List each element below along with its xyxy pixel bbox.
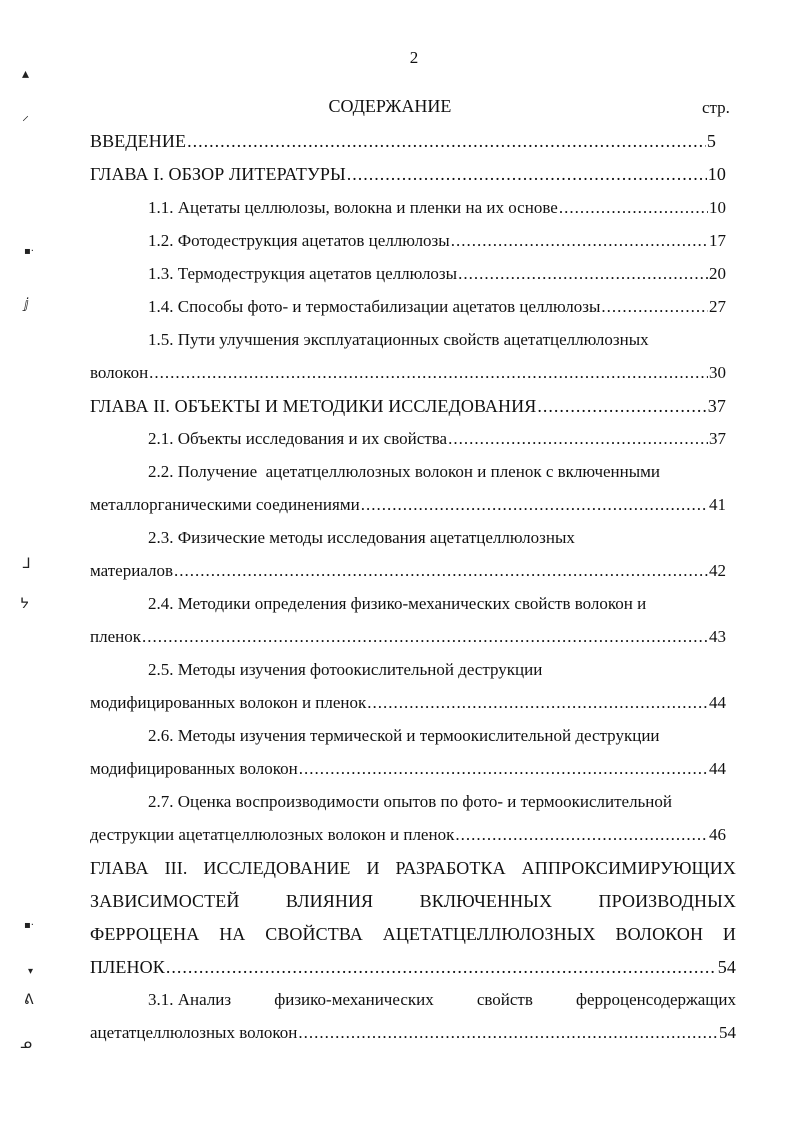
toc-entry-chapter-3-line2[interactable] [90,890,736,912]
word: АЦЕТАТЦЕЛЛЮЛОЗНЫХ [382,924,596,944]
word: РАЗРАБОТКА [395,858,506,878]
word: ГЛАВА [90,858,149,878]
toc-entry-page: 46 [709,825,726,844]
dot-leader [298,1022,718,1044]
dot-leader [537,395,706,417]
dot-leader [299,758,708,780]
toc-entry-text: модифицированных волокон [90,759,298,778]
toc-entry-text: 2.1. Объекты исследования и их свойства [148,429,448,448]
word: свойств [476,990,533,1009]
word: СВОЙСТВА [265,924,363,944]
toc-entry-text: пленок [90,627,141,646]
toc-entry-3-1-line1[interactable] [148,989,736,1011]
dot-leader [174,560,708,582]
toc-entry-page: 54 [719,1023,736,1042]
toc-entry-chapter-3[interactable] [90,956,736,978]
toc-entry-2-6[interactable] [90,758,726,780]
word: физико-механических [274,990,434,1009]
page-title: СОДЕРЖАНИЕ [328,96,452,116]
word: ВОЛОКОН [615,924,704,944]
toc-entry-page: 43 [709,627,726,646]
toc-entry-page: 10 [707,164,726,184]
word: ВКЛЮЧЕННЫХ [419,891,553,911]
scan-speck: ▾ [28,966,34,977]
toc-entry-text: 1.4. Способы фото- и термостабилизации ацетатов целлюлозы [148,297,601,316]
word: ВЛИЯНИЯ [285,891,374,911]
dot-leader [559,197,708,219]
toc-entry-2-1[interactable] [148,428,726,450]
dot-leader [142,626,708,648]
toc-entry-text: 1.2. Фотодеструкция ацетатов целлюлозы [148,231,450,250]
toc-entry-1-5[interactable] [90,362,726,384]
toc-entry-text: металлорганическими соединениями [90,495,360,514]
scan-speck: ▪· [24,920,34,931]
word: ФЕРРОЦЕНА [90,924,200,944]
scan-speck: ᔭ [20,596,29,612]
word: ИССЛЕДОВАНИЕ [203,858,351,878]
toc-entry-chapter-1[interactable] [90,163,726,185]
word: ПРОИЗВОДНЫХ [598,891,736,911]
dot-leader [601,296,708,318]
page-column-label: стр. [702,98,730,117]
toc-entry-page: 37 [709,429,726,448]
toc-entry-page: 10 [709,198,726,217]
toc-entry-3-1[interactable] [90,1022,736,1044]
word: И [366,858,380,878]
dot-leader [149,362,708,384]
toc-entry-2-3-line1[interactable]: 2.3. Физические методы исследования ацетатцеллюлозных [148,528,575,547]
toc-entry-text: 1.3. Термодеструкция ацетатов целлюлозы [148,264,458,283]
scan-speck: ▴ [22,66,30,82]
scan-speck: ⸝ [22,108,29,124]
toc-entry-page: 44 [709,759,726,778]
toc-entry-1-5-line1[interactable]: 1.5. Пути улучшения эксплуатационных свойств ацетатцеллюлозных [148,330,649,349]
toc-entry-chapter-2[interactable] [90,395,726,417]
toc-entry-text: ПЛЕНОК [90,957,165,977]
toc-entry-text: ГЛАВА I. ОБЗОР ЛИТЕРАТУРЫ [90,164,346,184]
toc-entry-page: 30 [709,363,726,382]
word: ферроценсодержащих [575,990,736,1009]
scan-speck: ▪· [24,246,34,257]
toc-entry-text: 1.1. Ацетаты целлюлозы, волокна и пленки на их основе [148,198,558,217]
dot-leader [455,824,708,846]
toc-entry-text: ацетатцеллюлозных волокон [90,1023,298,1042]
dot-leader [367,692,708,714]
toc-entry-2-4[interactable] [90,626,726,648]
toc-entry-page: 54 [717,957,736,977]
toc-entry-page: 27 [709,297,726,316]
toc-entry-text: модифицированных волокон и пленок [90,693,367,712]
toc-entry-2-5[interactable] [90,692,726,714]
toc-entry-2-2[interactable] [90,494,726,516]
toc-entry-text: волокон [90,363,149,382]
toc-entry-2-7[interactable] [90,824,726,846]
dot-leader [347,163,707,185]
toc-entry-text: материалов [90,561,174,580]
word: АППРОКСИМИРУЮЩИХ [521,858,736,878]
word: III. [164,858,188,878]
dot-leader [458,263,708,285]
toc-entry-intro[interactable] [90,130,716,152]
toc-entry-1-1[interactable] [148,197,726,219]
toc-entry-text: ВВЕДЕНИЕ [90,131,187,151]
toc-entry-1-3[interactable] [148,263,726,285]
toc-entry-text: деструкции ацетатцеллюлозных волокон и пленок [90,825,455,844]
word: 3.1. Анализ [148,990,232,1009]
scan-speck: ᓄ [20,1036,32,1052]
scan-speck: ᕕ [24,992,34,1008]
scan-speck: ᒧ [22,556,31,572]
toc-entry-page: 44 [709,693,726,712]
page-number: 2 [409,48,419,67]
dot-leader [187,130,706,152]
toc-entry-chapter-3-line3[interactable] [90,923,736,945]
toc-entry-page: 5 [706,131,716,151]
word: НА [219,924,246,944]
toc-entry-page: 20 [709,264,726,283]
dot-leader [448,428,708,450]
dot-leader [361,494,708,516]
toc-entry-2-7-line1[interactable]: 2.7. Оценка воспроизводимости опытов по фото- и термоокислительной [148,792,672,811]
toc-entry-page: 42 [709,561,726,580]
toc-entry-1-2[interactable] [148,230,726,252]
toc-entry-2-3[interactable] [90,560,726,582]
toc-entry-page: 37 [707,396,726,416]
toc-entry-page: 41 [709,495,726,514]
toc-entry-page: 17 [709,231,726,250]
toc-entry-chapter-3-line1[interactable] [90,857,736,879]
scan-speck: ⅉ [24,296,29,312]
toc-entry-2-6-line1[interactable]: 2.6. Методы изучения термической и термоокислительной деструкции [148,726,660,745]
toc-entry-text: ГЛАВА II. ОБЪЕКТЫ И МЕТОДИКИ ИССЛЕДОВАНИЯ [90,396,537,416]
toc-entry-2-2-line1[interactable]: 2.2. Получение ацетатцеллюлозных волокон и пленок с включенными [148,462,661,481]
toc-entry-2-5-line1[interactable]: 2.5. Методы изучения фотоокислительной деструкции [148,660,543,679]
dot-leader [451,230,708,252]
dot-leader [166,956,717,978]
word: И [722,924,736,944]
toc-entry-1-4[interactable] [148,296,726,318]
toc-entry-2-4-line1[interactable]: 2.4. Методики определения физико-механических свойств волокон и [148,594,647,613]
word: ЗАВИСИМОСТЕЙ [90,891,240,911]
